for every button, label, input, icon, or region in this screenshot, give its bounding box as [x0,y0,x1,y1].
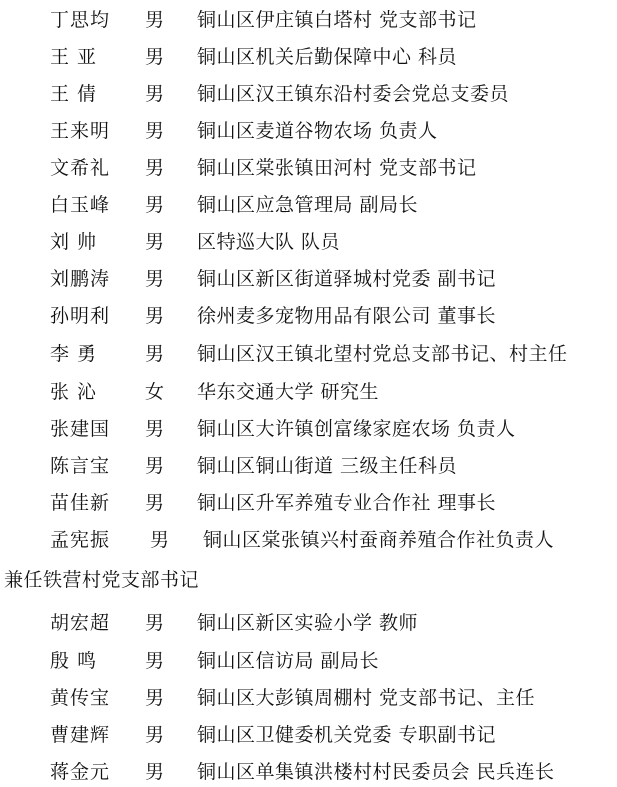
person-gender: 男 [150,529,170,551]
person-position: 铜山区升军养殖专业合作社 理事长 [197,492,497,514]
list-item [0,720,617,750]
list-item [0,190,617,220]
list-item [0,451,617,481]
person-name: 王 倩 [50,83,98,105]
list-item [0,488,617,518]
person-gender: 男 [145,455,165,477]
person-name: 文希礼 [50,157,111,179]
person-position: 铜山区应急管理局 副局长 [197,194,419,216]
person-position: 铜山区汉王镇东沿村委会党总支委员 [197,83,510,105]
list-item [0,683,617,713]
person-position: 铜山区伊庄镇白塔村 党支部书记 [197,9,477,31]
person-position: 铜山区新区街道驿城村党委 副书记 [197,268,497,290]
person-position: 铜山区大许镇创富缘家庭农场 负责人 [197,418,516,440]
person-name: 李 勇 [50,343,98,365]
person-position: 铜山区铜山街道 三级主任科员 [197,455,458,477]
person-position: 铜山区卫健委机关党委 专职副书记 [197,724,497,746]
person-name: 刘 帅 [50,231,98,253]
list-item [0,414,617,444]
list-item [0,153,617,183]
person-gender: 男 [145,194,165,216]
person-gender: 男 [145,268,165,290]
person-position: 铜山区棠张镇兴村蚕商养殖合作社负责人 [203,529,555,551]
list-item [0,227,617,257]
position-continuation: 兼任铁营村党支部书记 [4,569,200,591]
list-item [0,5,617,35]
person-position: 铜山区大彭镇周棚村 党支部书记、主任 [197,687,536,709]
person-gender: 男 [145,157,165,179]
list-item [0,608,617,638]
person-gender: 男 [145,650,165,672]
person-name: 刘鹏涛 [50,268,111,290]
list-item [0,646,617,676]
person-name: 孟宪振 [50,529,111,551]
person-gender: 男 [145,83,165,105]
person-position: 铜山区汉王镇北望村党总支部书记、村主任 [197,343,568,365]
person-position: 铜山区单集镇洪楼村村民委员会 民兵连长 [197,761,555,783]
list-item [0,264,617,294]
person-name: 曹建辉 [50,724,111,746]
person-position: 铜山区棠张镇田河村 党支部书记 [197,157,477,179]
person-gender: 男 [145,724,165,746]
person-gender: 男 [145,305,165,327]
person-position: 华东交通大学 研究生 [197,381,380,403]
person-name: 孙明利 [50,305,111,327]
list-item-continuation [0,565,617,595]
person-gender: 男 [145,231,165,253]
person-gender: 男 [145,612,165,634]
list-item [0,525,617,555]
person-gender: 男 [145,687,165,709]
person-name: 苗佳新 [50,492,111,514]
person-position: 铜山区麦道谷物农场 负责人 [197,120,438,142]
list-item [0,377,617,407]
person-gender: 男 [145,343,165,365]
person-name: 殷 鸣 [50,650,98,672]
person-name: 王 亚 [50,46,98,68]
person-position: 徐州麦多宠物用品有限公司 董事长 [197,305,497,327]
list-item [0,116,617,146]
person-position: 铜山区信访局 副局长 [197,650,380,672]
person-name: 王来明 [50,120,111,142]
person-position: 铜山区机关后勤保障中心 科员 [197,46,458,68]
list-item [0,757,617,787]
person-name: 蒋金元 [50,761,111,783]
person-gender: 男 [145,120,165,142]
person-position: 铜山区新区实验小学 教师 [197,612,419,634]
person-gender: 男 [145,761,165,783]
person-gender: 男 [145,492,165,514]
list-item [0,339,617,369]
list-item [0,79,617,109]
person-name: 胡宏超 [50,612,111,634]
person-name: 张建国 [50,418,111,440]
list-item [0,42,617,72]
person-name: 丁思均 [50,9,111,31]
person-name: 白玉峰 [50,194,111,216]
person-gender: 男 [145,46,165,68]
person-name: 张 沁 [50,381,98,403]
person-name: 黄传宝 [50,687,111,709]
person-gender: 男 [145,9,165,31]
list-item [0,301,617,331]
person-position: 区特巡大队 队员 [197,231,341,253]
person-gender: 女 [145,381,165,403]
person-gender: 男 [145,418,165,440]
person-name: 陈言宝 [50,455,111,477]
